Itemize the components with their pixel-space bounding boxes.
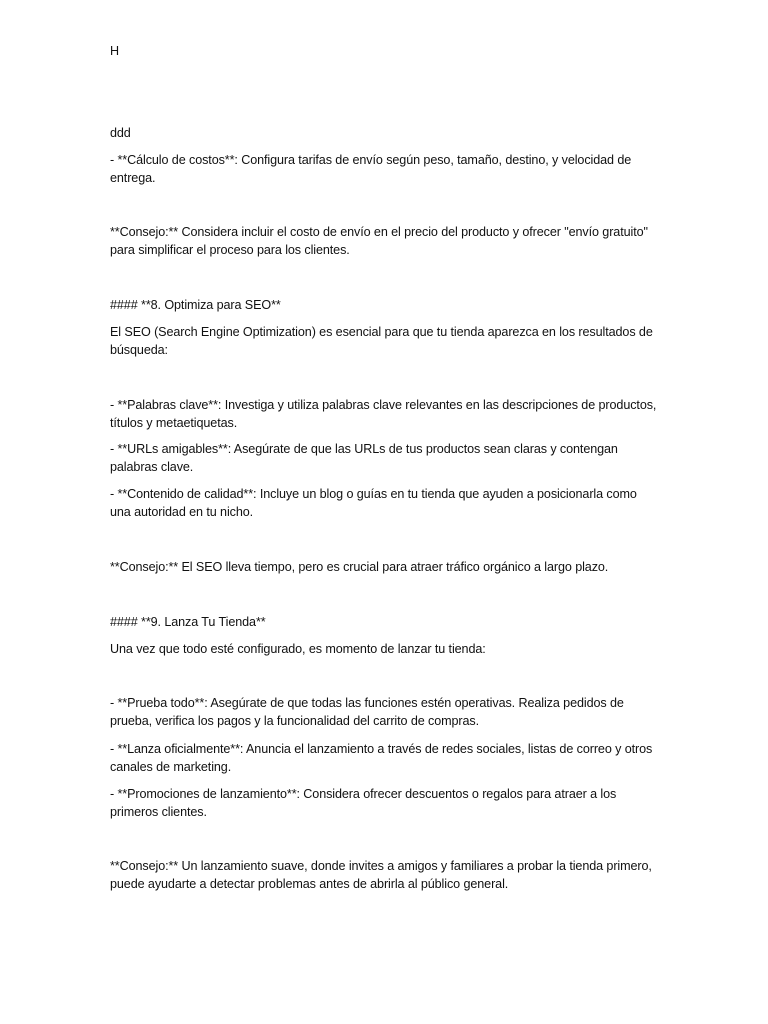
heading-lanza-tienda: #### **9. Lanza Tu Tienda** bbox=[110, 615, 266, 629]
bullet-contenido-calidad: - **Contenido de calidad**: Incluye un blog o guías en tu tienda que ayuden a posicionarla como una autoridad en tu nicho. bbox=[110, 487, 637, 519]
heading-optimiza-seo: #### **8. Optimiza para SEO** bbox=[110, 298, 281, 312]
bullet-urls-amigables: - **URLs amigables**: Asegúrate de que las URLs de tus productos sean claras y contengan palabras clave. bbox=[110, 442, 618, 474]
tip-lanzamiento-suave: **Consejo:** Un lanzamiento suave, donde invites a amigos y familiares a probar la tienda primero, puede ayudarte a detectar problemas antes de abrirla al público general. bbox=[110, 859, 652, 891]
tip-envio: **Consejo:** Considera incluir el costo de envío en el precio del producto y ofrecer "envío gratuito" para simplificar el proceso para los clientes. bbox=[110, 225, 648, 257]
header-letter: H bbox=[110, 44, 119, 58]
paragraph-seo-intro: El SEO (Search Engine Optimization) es esencial para que tu tienda aparezca en los resultados de búsqueda: bbox=[110, 325, 653, 357]
bullet-prueba-todo: - **Prueba todo**: Asegúrate de que todas las funciones estén operativas. Realiza pedidos de prueba, verifica los pagos y la funcionalidad del carrito de compras. bbox=[110, 696, 624, 728]
paragraph-ddd: ddd bbox=[110, 126, 131, 140]
bullet-calculo-costos: - **Cálculo de costos**: Configura tarifas de envío según peso, tamaño, destino, y velocidad de entrega. bbox=[110, 153, 632, 185]
tip-seo: **Consejo:** El SEO lleva tiempo, pero es crucial para atraer tráfico orgánico a largo plazo. bbox=[110, 560, 609, 574]
paragraph-lanza-intro: Una vez que todo esté configurado, es momento de lanzar tu tienda: bbox=[110, 642, 486, 656]
bullet-palabras-clave: - **Palabras clave**: Investiga y utiliza palabras clave relevantes en las descripciones de productos, títulos y metaetiquetas. bbox=[110, 398, 657, 430]
bullet-lanza-oficialmente: - **Lanza oficialmente**: Anuncia el lanzamiento a través de redes sociales, listas de correo y otros canales de marketing. bbox=[110, 742, 653, 774]
bullet-promociones: - **Promociones de lanzamiento**: Considera ofrecer descuentos o regalos para atraer a los primeros clientes. bbox=[110, 787, 617, 819]
